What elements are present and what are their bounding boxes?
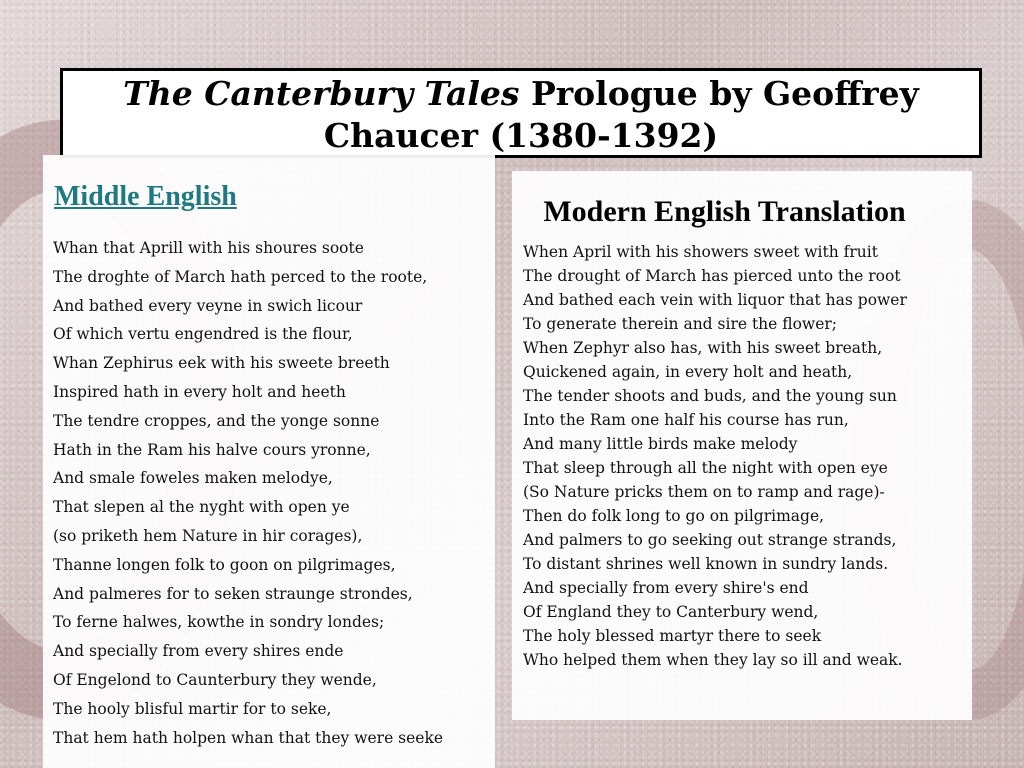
modern-english-line: And bathed each vein with liquor that has power	[523, 291, 907, 309]
modern-english-line: To distant shrines well known in sundry lands.	[523, 555, 889, 573]
modern-english-line: The drought of March has pierced unto the root	[523, 267, 901, 285]
middle-english-panel	[43, 155, 495, 768]
modern-english-line: Of England they to Canterbury wend,	[523, 603, 819, 621]
middle-english-heading[interactable]: Middle English	[54, 181, 237, 212]
modern-english-heading: Modern English Translation	[543, 195, 906, 228]
middle-english-line: Hath in the Ram his halve cours yronne,	[53, 440, 371, 459]
modern-english-line: When April with his showers sweet with fruit	[523, 243, 878, 261]
middle-english-line: The droghte of March hath perced to the roote,	[53, 267, 428, 286]
middle-english-line: And specially from every shires ende	[53, 642, 344, 661]
modern-english-line: And many little birds make melody	[523, 435, 798, 453]
modern-english-line: To generate therein and sire the flower;	[523, 315, 838, 333]
middle-english-line: The hooly blisful martir for to seke,	[53, 699, 332, 718]
modern-english-panel	[512, 171, 972, 720]
modern-english-line: Then do folk long to go on pilgrimage,	[523, 507, 825, 525]
middle-english-line: Thanne longen folk to goon on pilgrimages,	[53, 555, 396, 574]
modern-english-line: (So Nature pricks them on to ramp and rage)-	[523, 483, 885, 501]
title-rest-part: Prologue by Geoffrey Chaucer (1380-1392)	[323, 74, 919, 155]
modern-english-line: When Zephyr also has, with his sweet breath,	[523, 339, 883, 357]
middle-english-line: And bathed every veyne in swich licour	[53, 296, 363, 315]
middle-english-line: And smale foweles maken melodye,	[53, 469, 333, 488]
modern-english-line: Who helped them when they lay so ill and weak.	[523, 651, 903, 669]
modern-english-line: Quickened again, in every holt and heath,	[523, 363, 853, 381]
modern-english-line: The holy blessed martyr there to seek	[523, 627, 822, 645]
middle-english-line: And palmeres for to seken straunge strondes,	[53, 584, 413, 603]
middle-english-line: Whan Zephirus eek with his sweete breeth	[53, 354, 390, 373]
modern-english-line: And specially from every shire's end	[523, 579, 809, 597]
middle-english-line: Inspired hath in every holt and heeth	[53, 382, 346, 401]
modern-english-text	[523, 240, 907, 672]
middle-english-text	[53, 234, 443, 752]
modern-english-line: And palmers to go seeking out strange strands,	[523, 531, 897, 549]
modern-english-line: The tender shoots and buds, and the young sun	[523, 387, 897, 405]
slide-title	[60, 68, 982, 158]
middle-english-line: That hem hath holpen whan that they were seeke	[53, 728, 444, 747]
middle-english-line: To ferne halwes, kowthe in sondry londes;	[53, 613, 385, 632]
middle-english-line: Of which vertu engendred is the flour,	[53, 325, 353, 344]
title-italic-part: The Canterbury Tales	[123, 74, 520, 113]
middle-english-line: Of Engelond to Caunterbury they wende,	[53, 670, 377, 689]
middle-english-line: That slepen al the nyght with open ye	[53, 498, 350, 517]
middle-english-line: The tendre croppes, and the yonge sonne	[53, 411, 380, 430]
middle-english-line: (so priketh hem Nature in hir corages),	[53, 526, 363, 545]
middle-english-line: Whan that Aprill with his shoures soote	[53, 239, 364, 257]
modern-english-line: That sleep through all the night with open eye	[523, 459, 888, 477]
modern-english-line: Into the Ram one half his course has run,	[523, 411, 849, 429]
